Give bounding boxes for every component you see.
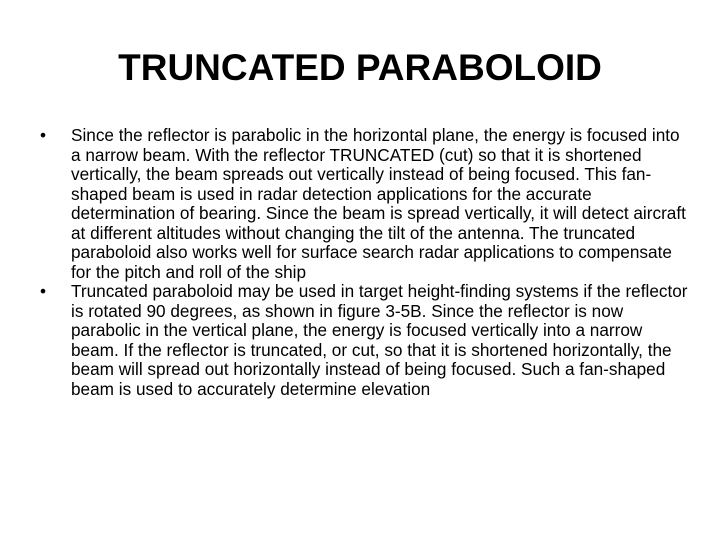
bullet-item-reflector-horizontal <box>40 126 690 282</box>
slide-title: TRUNCATED PARABOLOID <box>118 47 602 88</box>
bullet-icon: • <box>40 281 47 301</box>
bullet-text: Truncated paraboloid may be used in target height-finding systems if the reflector is rotated 90 degrees, as shown in figure 3-5B. Since the reflector is now parabolic in the vertical plane, the energy is focused vertically into a narrow beam. If the reflector is truncated, or cut, so that it is shortened horizontally, the beam will spread out horizontally instead of being focused. Such a fan-shaped beam is used to accurately determine elevation <box>71 281 688 399</box>
bullet-list <box>40 126 690 399</box>
bullet-icon: • <box>40 125 47 145</box>
bullet-item-height-finding <box>40 282 690 399</box>
bullet-text: Since the reflector is parabolic in the horizontal plane, the energy is focused into a narrow beam. With the reflector TRUNCATED (cut) so that it is shortened vertically, the beam spreads out vertically instead of being focused. This fan-shaped beam is used in radar detection applications for the accurate determination of bearing. Since the beam is spread vertically, it will detect aircraft at different altitudes without changing the tilt of the antenna. The truncated paraboloid also works well for surface search radar applications to compensate for the pitch and roll of the ship <box>71 125 686 282</box>
